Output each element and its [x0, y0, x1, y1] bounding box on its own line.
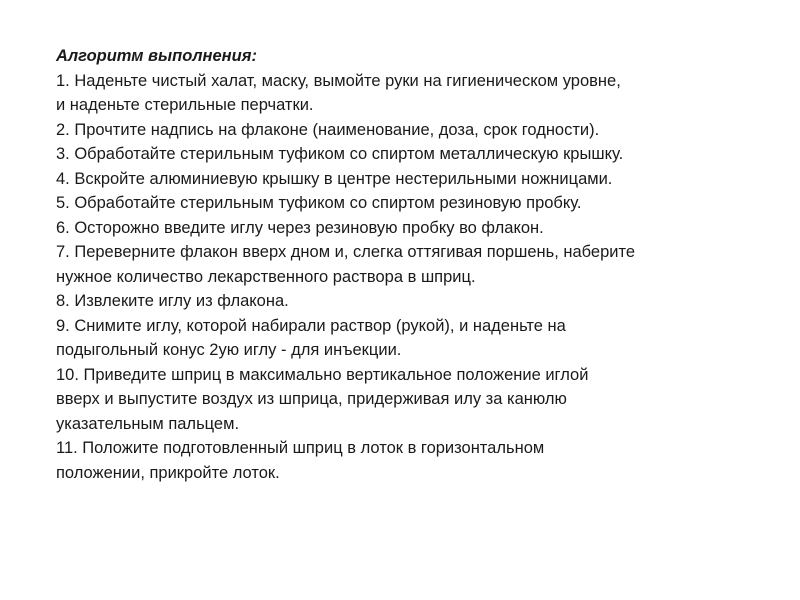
- step-text: Обработайте стерильным туфиком со спиртом резиновую пробку.: [69, 194, 582, 212]
- step-number: 7.: [56, 243, 70, 261]
- step-number: 8.: [56, 292, 70, 310]
- step-item: [56, 314, 756, 363]
- step-item: [56, 191, 756, 216]
- step-text: Вскройте алюминиевую крышку в центре нестерильными ножницами.: [69, 169, 613, 188]
- step-text: Обработайте стерильным туфиком со спиртом металлическую крышку.: [69, 145, 624, 163]
- step-text-continuation: подыгольный конус 2ую иглу - для инъекции.: [56, 341, 402, 359]
- step-number: 1.: [56, 71, 70, 90]
- step-item: [56, 289, 756, 314]
- step-text: Положите подготовленный шприц в лоток в горизонтальном: [77, 439, 545, 457]
- step-text: Снимите иглу, которой набирали раствор (рукой), и наденьте на: [69, 316, 566, 335]
- step-text-continuation: вверх и выпустите воздух из шприца, придерживая илу за канюлю: [56, 390, 567, 408]
- step-text: Осторожно введите иглу через резиновую пробку во флакон.: [69, 218, 544, 237]
- step-text: Приведите шприц в максимально вертикальное положение иглой: [78, 365, 589, 384]
- step-number: 6.: [56, 218, 70, 237]
- step-item: [56, 240, 756, 289]
- step-text-continuation: нужное количество лекарственного раствора в шприц.: [56, 267, 476, 286]
- step-item: [56, 216, 756, 241]
- step-item: [56, 363, 756, 437]
- step-text-continuation: и наденьте стерильные перчатки.: [56, 96, 314, 114]
- step-text: Наденьте чистый халат, маску, вымойте руки на гигиеническом уровне,: [69, 71, 621, 90]
- step-text-continuation: указательным пальцем.: [56, 414, 240, 433]
- step-number: 4.: [56, 169, 70, 188]
- step-number: 9.: [56, 316, 70, 335]
- step-item: [56, 167, 756, 192]
- step-item: [56, 69, 756, 118]
- step-text: Прочтите надпись на флаконе (наименование, доза, срок годности).: [69, 120, 600, 139]
- step-number: 2.: [56, 120, 70, 139]
- step-text: Извлеките иглу из флакона.: [69, 292, 289, 310]
- step-text: Переверните флакон вверх дном и, слегка оттягивая поршень, наберите: [69, 243, 636, 261]
- algorithm-title: Алгоритм выполнения:: [56, 47, 257, 65]
- steps-list: [56, 69, 756, 486]
- step-item: [56, 142, 756, 167]
- step-item: [56, 436, 756, 485]
- step-text-continuation: положении, прикройте лоток.: [56, 463, 280, 482]
- step-number: 5.: [56, 194, 70, 212]
- step-number: 10.: [56, 365, 79, 384]
- algorithm-text-block: [56, 44, 756, 485]
- step-number: 11.: [56, 439, 78, 457]
- step-number: 3.: [56, 145, 70, 163]
- step-item: [56, 118, 756, 143]
